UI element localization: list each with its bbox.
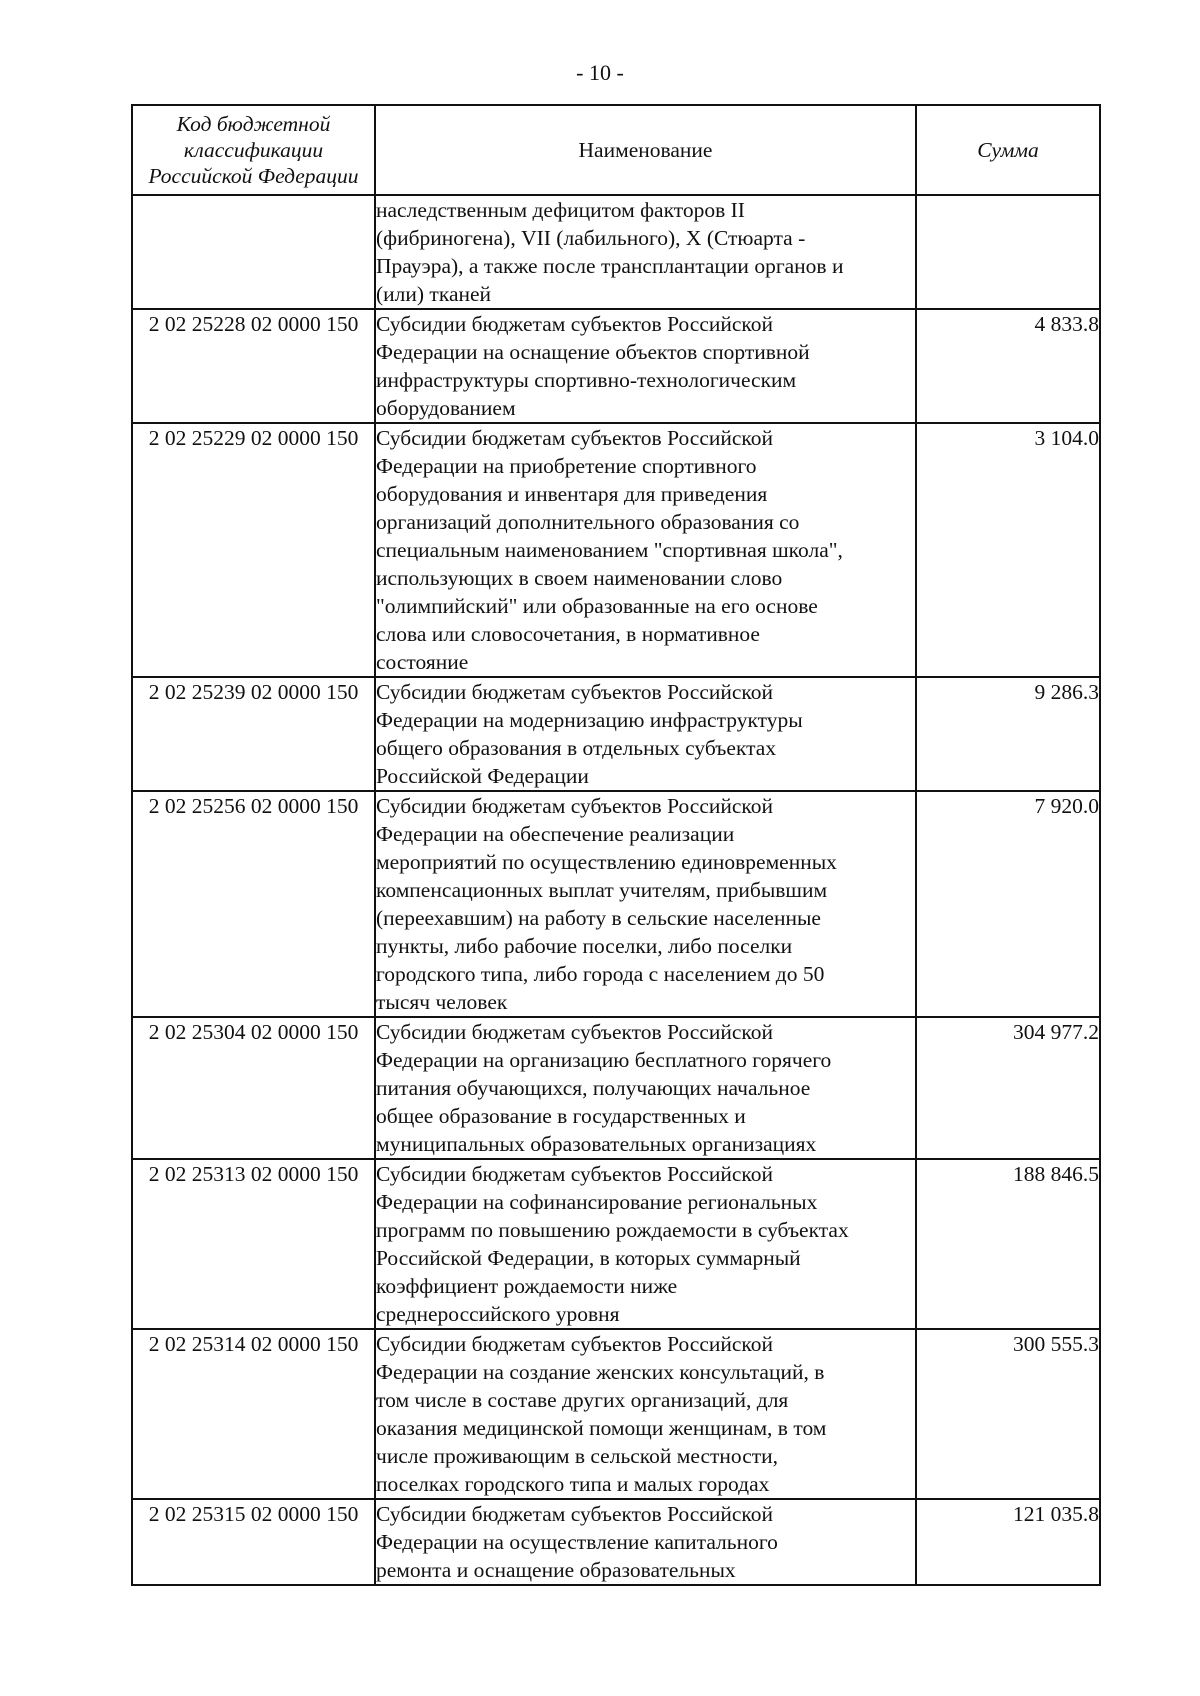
budget-code-cell: 2 02 25239 02 0000 150	[132, 677, 375, 791]
table-row	[132, 1499, 1100, 1585]
header-code-line: Код бюджетной	[176, 112, 331, 136]
name-line: Федерации на софинансирование региональных	[376, 1190, 818, 1214]
name-line: оборудования и инвентаря для приведения	[376, 482, 768, 506]
name-line: Федерации на модернизацию инфраструктуры	[376, 708, 803, 732]
header-name: Наименование	[375, 105, 916, 195]
sum-cell: 9 286.3	[916, 677, 1100, 791]
table-row	[132, 1329, 1100, 1499]
name-line: тысяч человек	[376, 990, 508, 1014]
name-line: (или) тканей	[376, 282, 492, 306]
name-line: Субсидии бюджетам субъектов Российской	[376, 1502, 774, 1526]
name-line: Субсидии бюджетам субъектов Российской	[376, 680, 774, 704]
name-line: питания обучающихся, получающих начальное	[376, 1076, 811, 1100]
table-body	[132, 195, 1100, 1585]
name-line: Федерации на создание женских консультаций, в	[376, 1360, 825, 1384]
name-line: Субсидии бюджетам субъектов Российской	[376, 1332, 774, 1356]
name-line: Федерации на оснащение объектов спортивной	[376, 340, 810, 364]
name-line: слова или словосочетания, в нормативное	[376, 622, 760, 646]
budget-code-cell: 2 02 25313 02 0000 150	[132, 1159, 375, 1329]
name-cell	[375, 677, 916, 791]
table-row	[132, 195, 1100, 309]
name-line: состояние	[376, 650, 469, 674]
name-cell	[375, 423, 916, 677]
name-line: компенсационных выплат учителям, прибывшим	[376, 878, 828, 902]
header-budget-code	[132, 105, 375, 195]
name-cell	[375, 309, 916, 423]
name-line: Федерации на организацию бесплатного горячего	[376, 1048, 832, 1072]
name-line: Субсидии бюджетам субъектов Российской	[376, 1162, 774, 1186]
table-header-row	[132, 105, 1100, 195]
name-line: организаций дополнительного образования со	[376, 510, 800, 534]
sum-cell: 304 977.2	[916, 1017, 1100, 1159]
name-line: (фибриногена), VII (лабильного), X (Стюарта -	[376, 226, 806, 250]
name-line: использующих в своем наименовании слово	[376, 566, 783, 590]
sum-cell: 121 035.8	[916, 1499, 1100, 1585]
name-line: Федерации на приобретение спортивного	[376, 454, 757, 478]
name-line: Российской Федерации	[376, 764, 589, 788]
budget-code-cell: 2 02 25314 02 0000 150	[132, 1329, 375, 1499]
table-row	[132, 1159, 1100, 1329]
name-line: Российской Федерации, в которых суммарный	[376, 1246, 801, 1270]
name-line: Субсидии бюджетам субъектов Российской	[376, 312, 774, 336]
header-sum: Сумма	[916, 105, 1100, 195]
name-line: оказания медицинской помощи женщинам, в том	[376, 1416, 827, 1440]
sum-cell	[916, 195, 1100, 309]
name-line: поселках городского типа и малых городах	[376, 1472, 770, 1496]
table-row	[132, 309, 1100, 423]
sum-cell: 3 104.0	[916, 423, 1100, 677]
table-row	[132, 791, 1100, 1017]
budget-code-cell: 2 02 25256 02 0000 150	[132, 791, 375, 1017]
budget-code-cell	[132, 195, 375, 309]
name-line: специальным наименованием "спортивная школа",	[376, 538, 843, 562]
name-line: коэффициент рождаемости ниже	[376, 1274, 678, 1298]
header-code-line: Российской Федерации	[148, 164, 359, 188]
name-cell	[375, 1329, 916, 1499]
name-cell	[375, 1017, 916, 1159]
sum-cell: 4 833.8	[916, 309, 1100, 423]
page-number: - 10 -	[576, 60, 624, 85]
name-line: мероприятий по осуществлению единовременных	[376, 850, 837, 874]
table-row	[132, 677, 1100, 791]
name-line: пункты, либо рабочие поселки, либо поселки	[376, 934, 793, 958]
header-code-line: классификации	[183, 138, 324, 162]
name-line: Федерации на обеспечение реализации	[376, 822, 735, 846]
name-line: общее образование в государственных и	[376, 1104, 746, 1128]
name-line: инфраструктуры спортивно-технологическим	[376, 368, 797, 392]
table-row	[132, 1017, 1100, 1159]
name-line: Прауэра), а также после трансплантации органов и	[376, 254, 844, 278]
name-line: муниципальных образовательных организациях	[376, 1132, 817, 1156]
name-line: числе проживающим в сельской местности,	[376, 1444, 779, 1468]
budget-code-cell: 2 02 25229 02 0000 150	[132, 423, 375, 677]
name-cell	[375, 1499, 916, 1585]
name-line: Федерации на осуществление капитального	[376, 1530, 778, 1554]
budget-code-cell: 2 02 25228 02 0000 150	[132, 309, 375, 423]
name-line: оборудованием	[376, 396, 516, 420]
name-cell	[375, 1159, 916, 1329]
name-line: программ по повышению рождаемости в субъектах	[376, 1218, 849, 1242]
name-line: ремонта и оснащение образовательных	[376, 1558, 736, 1582]
sum-cell: 188 846.5	[916, 1159, 1100, 1329]
table-row	[132, 423, 1100, 677]
name-line: общего образования в отдельных субъектах	[376, 736, 777, 760]
sum-cell: 300 555.3	[916, 1329, 1100, 1499]
name-line: Субсидии бюджетам субъектов Российской	[376, 794, 774, 818]
name-line: наследственным дефицитом факторов II	[376, 198, 745, 222]
name-line: Субсидии бюджетам субъектов Российской	[376, 426, 774, 450]
budget-classification-table	[131, 104, 1101, 1586]
name-cell	[375, 195, 916, 309]
name-line: (переехавшим) на работу в сельские населенные	[376, 906, 821, 930]
sum-cell: 7 920.0	[916, 791, 1100, 1017]
name-line: том числе в составе других организаций, для	[376, 1388, 789, 1412]
name-line: среднероссийского уровня	[376, 1302, 620, 1326]
name-line: "олимпийский" или образованные на его основе	[376, 594, 818, 618]
budget-code-cell: 2 02 25315 02 0000 150	[132, 1499, 375, 1585]
name-line: Субсидии бюджетам субъектов Российской	[376, 1020, 774, 1044]
budget-code-cell: 2 02 25304 02 0000 150	[132, 1017, 375, 1159]
name-cell	[375, 791, 916, 1017]
name-line: городского типа, либо города с населением до 50	[376, 962, 825, 986]
